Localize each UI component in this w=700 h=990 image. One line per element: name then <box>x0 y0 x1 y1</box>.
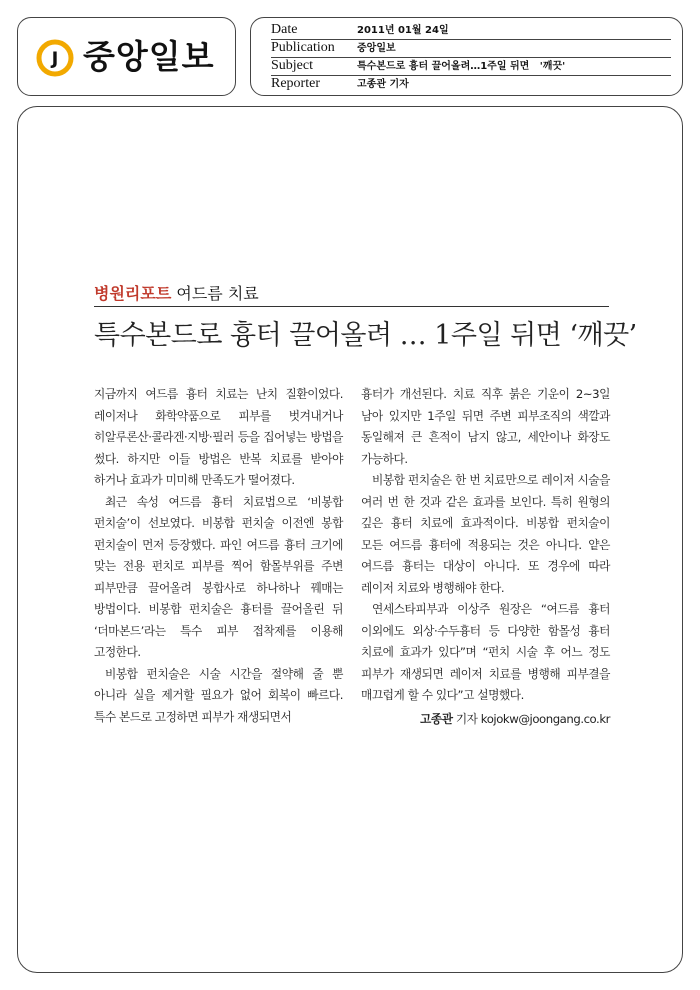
meta-value-publication: 중앙일보 <box>357 43 396 54</box>
paragraph: 연세스타피부과 이상주 원장은 “여드름 흉터 이외에도 외상·수두흉터 등 다양한 함몰성 흉터 치료에 효과가 있다”며 “펀치 시술 후 어느 정도 피부가 재생되면 레이저 치료를 병행해 피부결을 매끄럽게 할 수 있다”고 설명했다. <box>361 602 610 702</box>
article-headline: 특수본드로 흉터 끌어올려 … 1주일 뒤면 ‘깨끗’ <box>94 320 637 351</box>
meta-label-date: Date <box>271 22 298 37</box>
meta-row-date <box>271 21 671 40</box>
meta-value-reporter: 고종관 기자 <box>357 79 409 90</box>
section-divider <box>94 306 609 307</box>
section-category: 병원리포트 <box>94 284 172 303</box>
meta-row-publication <box>271 39 671 58</box>
paragraph: 최근 속성 여드름 흉터 치료법으로 ‘비봉합 펀치술’이 선보였다. 비봉합 펀치술 이전엔 봉합 펀치술이 먼저 등장했다. 파인 여드름 흉터 크기에 맞는 전용 펀치로 피부를 찍어 함몰부위를 주변 피부만큼 끌어올려 봉합사로 하나하나 꿰매는 방법이다. 비봉합 펀치술은 흉터를 끌어올린 뒤 ‘더마본드’라는 특수 피부 접착제를 이용해 고정한다. <box>94 494 343 659</box>
meta-label-publication: Publication <box>271 40 335 55</box>
meta-value-date: 2011년 01월 24일 <box>357 25 449 36</box>
paragraph: 지금까지 여드름 흉터 치료는 난치 질환이었다. 레이저나 화학약품으로 피부를 벗겨내거나 히알루론산·콜라겐·지방·필러 등을 집어넣는 방법을 썼다. 하지만 이들 방법은 반복 치료를 받아야 하거나 효과가 미미해 만족도가 떨어졌다. <box>94 387 343 487</box>
section-heading <box>94 282 259 306</box>
article-column-left <box>94 384 343 728</box>
byline <box>361 709 610 731</box>
byline-contact: 기자 kojokw@joongang.co.kr <box>452 711 610 726</box>
section-title: 여드름 치료 <box>171 284 259 303</box>
paragraph: 흉터가 개선된다. 치료 직후 붉은 기운이 2~3일 남아 있지만 1주일 뒤면 주변 피부조직의 색깔과 동일해져 큰 흔적이 남지 않고, 세안이나 화장도 가능하다. <box>361 387 610 466</box>
meta-label-subject: Subject <box>271 58 313 73</box>
logo-wordmark: 중앙일보 <box>83 37 215 76</box>
meta-row-reporter <box>271 75 671 93</box>
masthead-logo-box <box>17 17 236 96</box>
joongang-logo-icon <box>36 39 74 77</box>
meta-value-subject: 특수본드로 흉터 끌어올려…1주일 뒤면 '깨끗' <box>357 61 566 72</box>
paragraph: 비봉합 펀치술은 시술 시간을 절약해 줄 뿐 아니라 실을 제거할 필요가 없어 회복이 빠르다. 특수 본드로 고정하면 피부가 재생되면서 <box>94 666 343 724</box>
article-column-right <box>361 384 610 730</box>
article-metadata-box <box>250 17 683 96</box>
byline-name: 고종관 <box>420 711 453 726</box>
logo-letter: J <box>51 48 59 70</box>
paragraph: 비봉합 펀치술은 한 번 치료만으로 레이저 시술을 여러 번 한 것과 같은 효과를 보인다. 특히 원형의 깊은 흉터 치료에 효과적이다. 비봉합 펀치술이 모든 여드름 흉터에 적용되는 것은 아니다. 얕은 여드름 흉터는 대상이 아니다. 또 경우에 따라 레이저 치료와 병행해야 한다. <box>361 473 610 595</box>
meta-row-subject <box>271 57 671 76</box>
meta-label-reporter: Reporter <box>271 76 320 91</box>
